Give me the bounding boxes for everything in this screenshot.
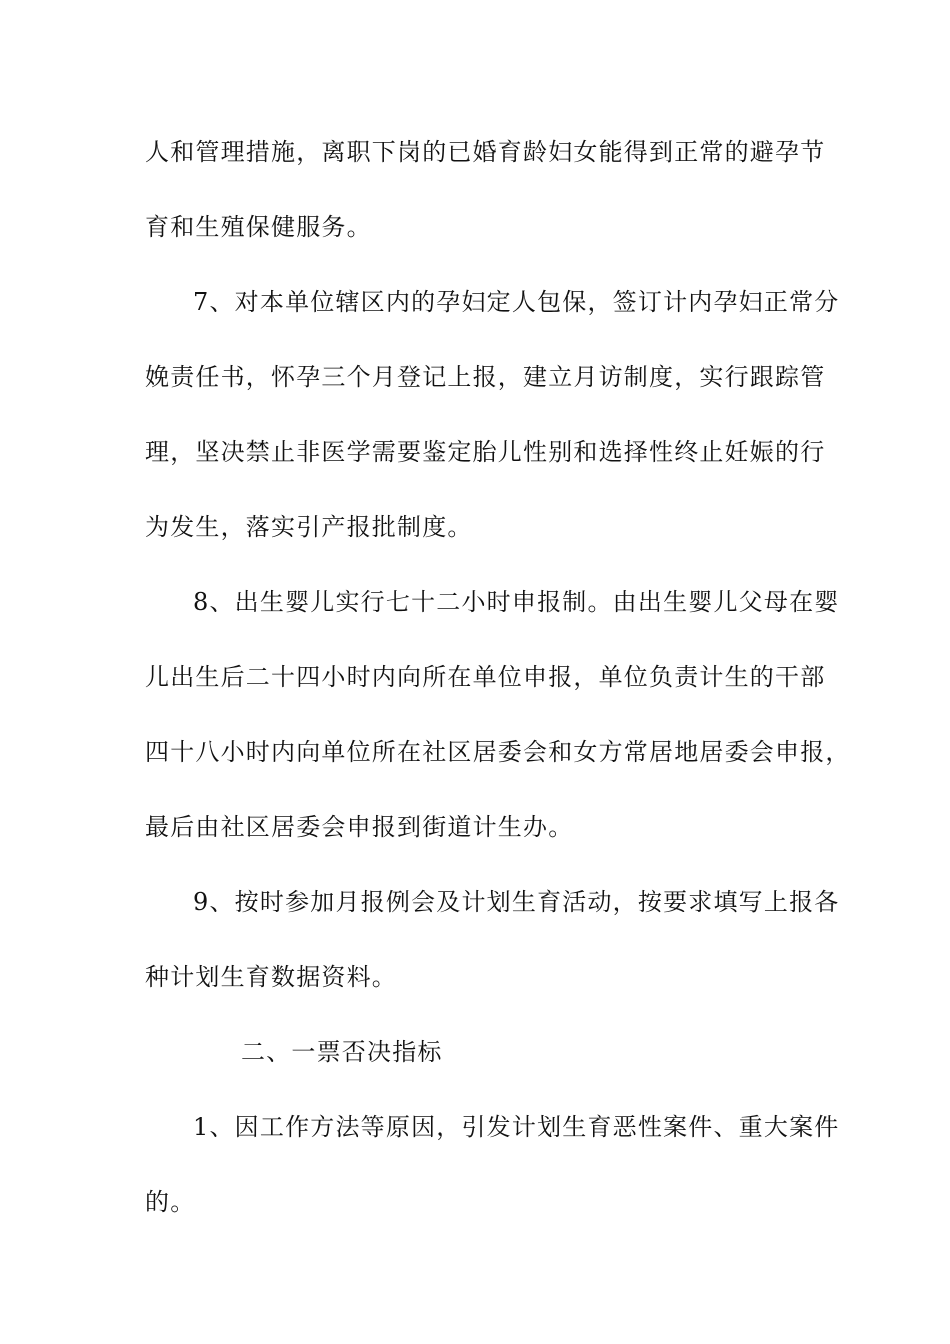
text-line: 理，坚决禁止非医学需要鉴定胎儿性别和选择性终止妊娠的行: [145, 438, 826, 466]
text-line: 的。: [145, 1188, 196, 1216]
text-line: 儿出生后二十四小时内向所在单位申报，单位负责计生的干部: [145, 663, 826, 691]
text-line: 育和生殖保健服务。: [145, 213, 372, 241]
text-line: 四十八小时内向单位所在社区居委会和女方常居地居委会申报，: [145, 738, 851, 766]
text-line: 娩责任书，怀孕三个月登记上报，建立月访制度，实行跟踪管: [145, 363, 826, 391]
paragraph-7-start: 7、对本单位辖区内的孕妇定人包保，签订计内孕妇正常分: [193, 288, 840, 316]
text-line: 种计划生育数据资料。: [145, 963, 397, 991]
text-line: 最后由社区居委会申报到街道计生办。: [145, 813, 574, 841]
section-heading: 二、一票否决指标: [241, 1038, 443, 1066]
item-1-start: 1、因工作方法等原因，引发计划生育恶性案件、重大案件: [193, 1113, 840, 1141]
paragraph-9-start: 9、按时参加月报例会及计划生育活动，按要求填写上报各: [193, 888, 840, 916]
text-line: 为发生，落实引产报批制度。: [145, 513, 473, 541]
text-line: 人和管理措施，离职下岗的已婚育龄妇女能得到正常的避孕节: [145, 138, 826, 166]
paragraph-8-start: 8、出生婴儿实行七十二小时申报制。由出生婴儿父母在婴: [193, 588, 840, 616]
